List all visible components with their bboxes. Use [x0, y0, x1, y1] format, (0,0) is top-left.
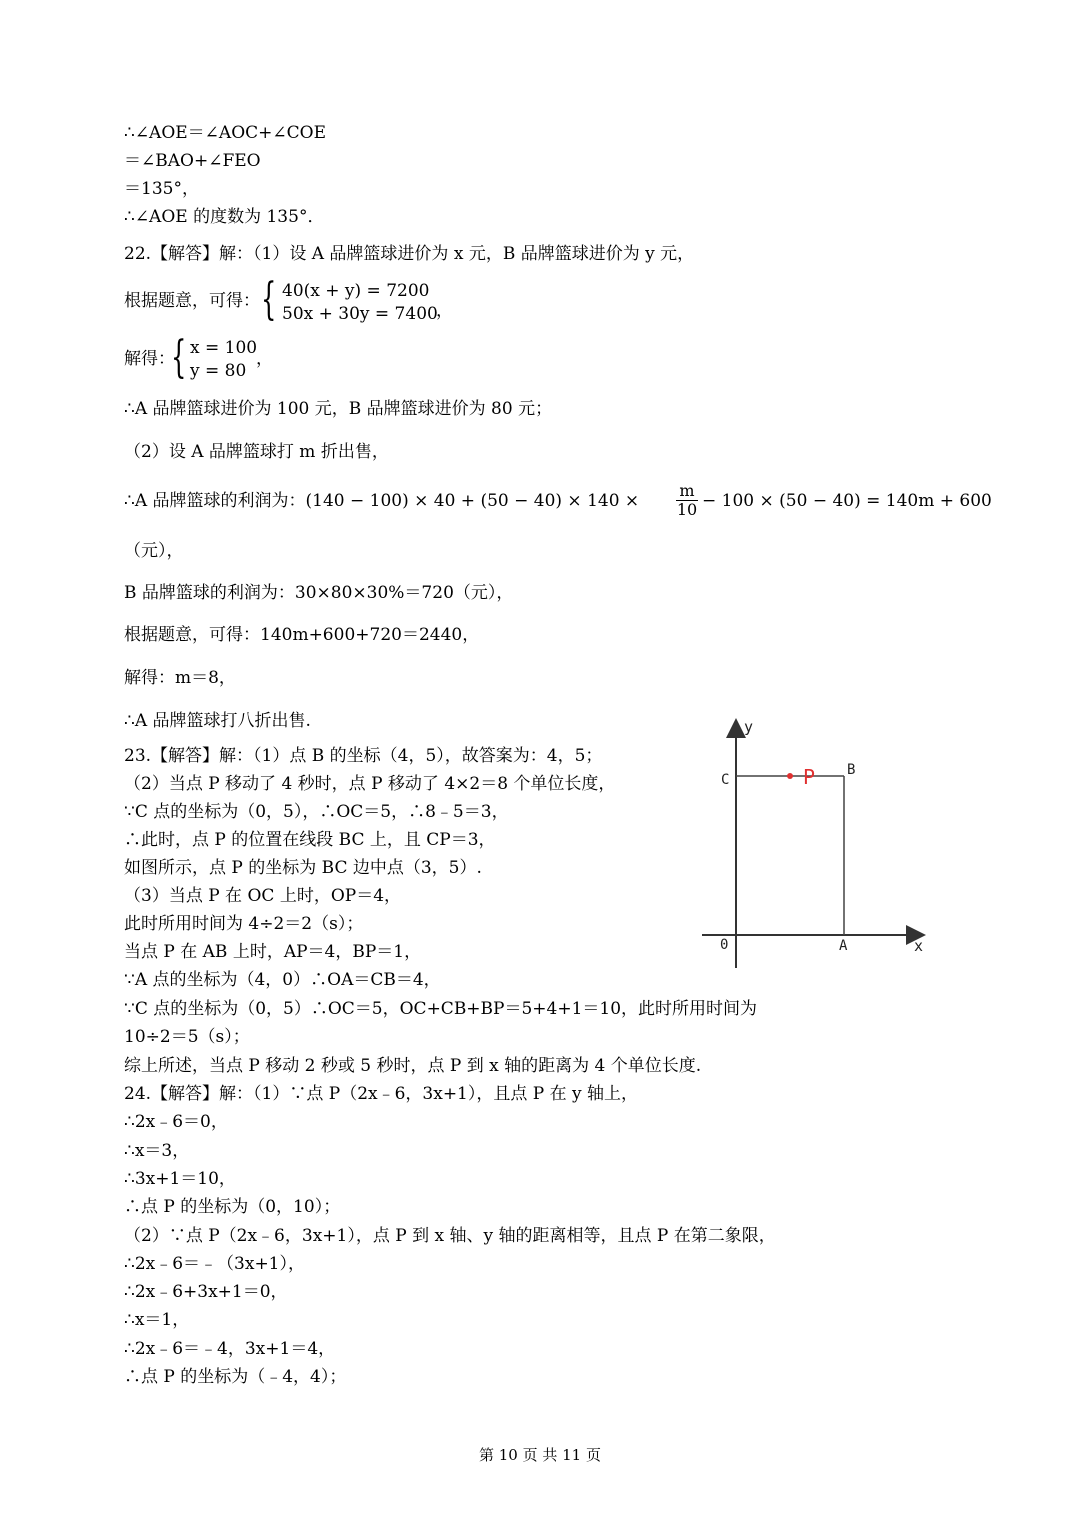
line-25: ∵C 点的坐标为（0，5）∴OC＝5，OC+CB+BP＝5+4+1＝10，此时所用时间为 [124, 999, 758, 1019]
brace-icon: { [261, 274, 277, 325]
equation-2: 50x + 30y = 7400 [282, 304, 438, 324]
line-14: 解得：m＝8， [124, 668, 236, 688]
line-36: ∴x＝1， [124, 1310, 190, 1330]
line-26: 10÷2＝5（s）； [124, 1027, 250, 1047]
line-1: ∴∠AOE＝∠AOC+∠COE [124, 123, 326, 143]
profit-expression-end: − 100 × (50 − 40) = 140m + 600 [702, 491, 992, 511]
coordinate-figure [698, 712, 938, 974]
solution-x: x = 100 [190, 338, 258, 358]
line-31: ∴3x+1＝10， [124, 1169, 236, 1189]
line-29: ∴2x﹣6＝0， [124, 1112, 228, 1132]
fraction-denominator: 10 [676, 500, 698, 519]
solution-comma: ， [256, 349, 273, 369]
solution-y: y = 80 [190, 361, 247, 381]
equation-1: 40(x + y) = 7200 [282, 281, 430, 301]
line-30: ∴x＝3， [124, 1141, 190, 1161]
line-3: ＝135°， [124, 179, 199, 199]
line-8: ∴A 品牌篮球进价为 100 元，B 品牌篮球进价为 80 元； [124, 399, 553, 419]
line-4: ∴∠AOE 的度数为 135°． [124, 207, 325, 227]
line-18: ∵C 点的坐标为（0，5），∴OC＝5，∴8﹣5＝3， [124, 802, 509, 822]
page-footer: 第 10 页 共 11 页 [478, 1446, 601, 1464]
point-p-dot [787, 773, 793, 779]
point-c-label: C [721, 772, 730, 788]
solution-label: 解得： [124, 349, 175, 369]
line-2: ＝∠BAO+∠FEO [124, 151, 261, 171]
fraction-numerator: m [679, 481, 695, 500]
line-15: ∴A 品牌篮球打八折出售. [124, 711, 311, 731]
q24-heading: 24.【解答】解：（1）∵点 P（2x﹣6，3x+1），且点 P 在 y 轴上， [124, 1084, 639, 1104]
origin-label: 0 [720, 937, 729, 953]
equation-comma: ， [436, 301, 453, 321]
line-9: （2）设 A 品牌篮球打 m 折出售， [124, 442, 389, 462]
line-11: （元）， [124, 541, 184, 561]
fraction [676, 482, 698, 519]
line-13: 根据题意，可得：140m+600+720＝2440， [124, 625, 480, 645]
line-21: （3）当点 P 在 OC 上时，OP＝4， [124, 886, 402, 906]
line-27: 综上所述，当点 P 移动 2 秒或 5 秒时，点 P 到 x 轴的距离为 4 个单位长度. [124, 1056, 702, 1076]
q23-heading: 23.【解答】解：（1）点 B 的坐标（4，5），故答案为：4，5； [124, 746, 603, 766]
point-a-label: A [839, 938, 848, 954]
brace-icon: { [171, 332, 187, 383]
line-32: ∴点 P 的坐标为（0，10）； [124, 1197, 341, 1217]
equation-system-label: 根据题意，可得： [124, 291, 260, 311]
point-b-label: B [847, 762, 856, 778]
x-axis-label: x [914, 937, 924, 955]
line-12: B 品牌篮球的利润为：30×80×30%＝720（元）， [124, 583, 514, 603]
line-34: ∴2x﹣6＝﹣（3x+1）， [124, 1254, 305, 1274]
line-35: ∴2x﹣6+3x+1＝0， [124, 1282, 288, 1302]
line-22: 此时所用时间为 4÷2＝2（s）； [124, 914, 364, 934]
line-23: 当点 P 在 AB 上时，AP＝4，BP＝1， [124, 942, 422, 962]
line-17: （2）当点 P 移动了 4 秒时，点 P 移动了 4×2＝8 个单位长度， [124, 774, 616, 794]
q22-heading: 22.【解答】解：（1）设 A 品牌篮球进价为 x 元，B 品牌篮球进价为 y 元， [124, 244, 695, 264]
line-33: （2）∵点 P（2x﹣6，3x+1），点 P 到 x 轴、y 轴的距离相等，且点 P 在第二象限， [124, 1226, 776, 1246]
line-20: 如图所示，点 P 的坐标为 BC 边中点（3，5）. [124, 858, 482, 878]
line-24: ∵A 点的坐标为（4，0）∴OA＝CB＝4， [124, 970, 441, 990]
line-38: ∴点 P 的坐标为（﹣4，4）； [124, 1367, 347, 1387]
point-p-label: P [803, 765, 816, 789]
profit-expression-start: ∴A 品牌篮球的利润为：(140 − 100) × 40 + (50 − 40) × 140 × [124, 491, 640, 511]
line-19: ∴此时，点 P 的位置在线段 BC 上，且 CP＝3， [124, 830, 496, 850]
y-axis-label: y [744, 718, 754, 736]
line-37: ∴2x﹣6＝﹣4，3x+1＝4， [124, 1339, 336, 1359]
